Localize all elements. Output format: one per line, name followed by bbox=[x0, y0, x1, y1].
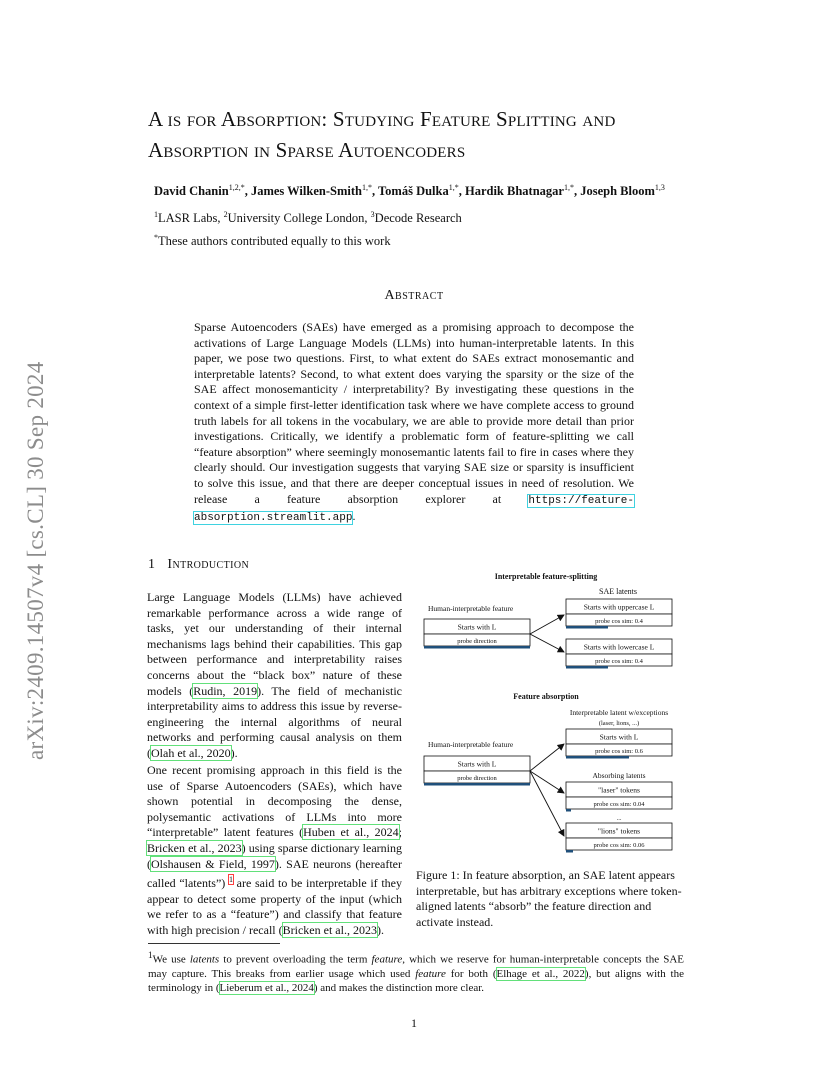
figure-top-title: Interpretable feature-splitting bbox=[494, 572, 598, 581]
explorer-link[interactable]: https://feature-absorption.streamlit.app bbox=[194, 494, 635, 525]
lions-latent-box bbox=[566, 823, 672, 853]
svg-text:probe cos sim: 0.6: probe cos sim: 0.6 bbox=[595, 748, 643, 755]
citation-link[interactable]: Bricken et al., 2023 bbox=[282, 922, 377, 937]
author: James Wilken-Smith bbox=[250, 184, 362, 199]
interp-latent-box bbox=[566, 729, 672, 759]
citation-link[interactable]: Elhage et al., 2022 bbox=[496, 967, 585, 980]
footnote-rule bbox=[148, 943, 280, 944]
footnote-1: $^1$We use latents to prevent overloading the term feature, which we reserve for human-interpretable concepts the SAE may capture. This breaks from earlier usage which used feature for both (Elhage et al., 2022), but aligns with the terminology in (Lieberum et al., 2024) and makes the distinction more clear. bbox=[148, 950, 685, 994]
svg-text:Starts with uppercase L: Starts with uppercase L bbox=[583, 602, 655, 612]
svg-text:probe direction: probe direction bbox=[457, 775, 497, 782]
ellipsis: ... bbox=[616, 815, 622, 822]
author-list: David Chanin$^{1,2,*}$, James Wilken-Smith$^{1,*}$, Tomáš Dulka$^{1,*}$, Hardik Bhatnagar$^{1,*}$, Joseph Bloom$^{1,3}$ bbox=[154, 183, 665, 199]
svg-text:probe cos sim: 0.04: probe cos sim: 0.04 bbox=[593, 801, 645, 808]
citation-link[interactable]: Olshausen & Field, 1997 bbox=[151, 856, 275, 871]
svg-text:"lions" tokens: "lions" tokens bbox=[597, 826, 641, 836]
author: David Chanin bbox=[154, 184, 229, 199]
absorbing-latents-label: Absorbing latents bbox=[592, 771, 646, 780]
arxiv-identifier: arXiv:2409.14507v4 [cs.CL] 30 Sep 2024 bbox=[23, 361, 48, 760]
lower-l-latent-box bbox=[566, 639, 672, 669]
svg-text:Starts with lowercase L: Starts with lowercase L bbox=[583, 642, 655, 652]
author: Tomáš Dulka bbox=[377, 184, 449, 199]
citation-link[interactable]: Rudin, 2019 bbox=[193, 683, 258, 698]
footnote-ref[interactable]: 1 bbox=[228, 875, 233, 885]
starts-with-l-box-bottom bbox=[424, 756, 530, 786]
exceptions-list: (laser, lions, ...) bbox=[598, 720, 640, 727]
paper-title: A is for Absorption: Studying Feature Splitting and Absorption in Sparse Autoencoders bbox=[148, 107, 616, 162]
citation-link[interactable]: Bricken et al., 2023 bbox=[147, 840, 242, 855]
svg-text:Starts with L: Starts with L bbox=[599, 732, 639, 742]
figure-1-diagram bbox=[416, 566, 686, 861]
author: Joseph Bloom bbox=[580, 184, 655, 199]
svg-text:"laser" tokens: "laser" tokens bbox=[598, 785, 640, 795]
interp-exceptions-label: Interpretable latent w/exceptions bbox=[569, 708, 669, 717]
citation-link[interactable]: Lieberum et al., 2024 bbox=[219, 981, 314, 994]
upper-l-latent-box bbox=[566, 599, 672, 629]
equal-contribution-note: *These authors contributed equally to this work bbox=[154, 233, 391, 249]
page-number: 1 bbox=[411, 1016, 417, 1030]
svg-text:Starts with L: Starts with L bbox=[457, 759, 497, 769]
laser-latent-box bbox=[566, 782, 672, 812]
hif-label-top: Human-interpretable feature bbox=[428, 604, 514, 613]
citation-link[interactable]: Olah et al., 2020 bbox=[151, 745, 231, 760]
svg-text:Starts with L: Starts with L bbox=[457, 622, 497, 632]
affiliations: $^1$LASR Labs, $^2$University College London, $^3$Decode Research bbox=[154, 210, 462, 226]
figure-1-caption: Figure 1: In feature absorption, an SAE latent appears interpretable, but has arbitrary exceptions where token-aligned latents “absorb” the feature direction and activate instead. bbox=[416, 868, 682, 929]
svg-text:probe cos sim: 0.06: probe cos sim: 0.06 bbox=[593, 842, 645, 849]
sae-latents-label: SAE latents bbox=[599, 587, 637, 596]
abstract-heading: Abstract bbox=[384, 288, 444, 303]
figure-bottom-title: Feature absorption bbox=[513, 692, 579, 701]
intro-paragraph-1: Large Language Models (LLMs) have achieved remarkable performance across a wide range of tasks, yet our understanding of their internal mechanisms lags behind their capabilities. This gap between performance and interpretability raises concerns about the “black box” nature of these models (Rudin, 2019). The field of mechanistic interpretability aims to address this issue by reverse-engineering the internal algorithms of neural networks and performing causal analysis on them (Olah et al., 2020). bbox=[147, 590, 402, 760]
svg-text:probe cos sim: 0.4: probe cos sim: 0.4 bbox=[595, 658, 643, 665]
starts-with-l-box-top bbox=[424, 619, 530, 649]
abstract-body: Sparse Autoencoders (SAEs) have emerged as a promising approach to decompose the activations of Large Language Models (LLMs) into human-interpretable latents. In this paper, we pose two questions. First, to what extent do SAEs extract monosemantic and interpretable latents? Second, to what extent does varying the sparsity or the size of the SAE affect monosemanticity / interpretability? By investigating these questions in the context of a simple first-letter identification task where we have complete access to ground truth labels for all tokens in the vocabulary, we are able to provide more detail than prior investigations. Critically, we identify a problematic form of feature-splitting we call “feature absorption” where seemingly monosemantic latents fail to fire in cases where they clearly should. Our investigation suggests that varying SAE size or sparsity is insufficient to solve this issue, and that there are deeper conceptual issues in need of resolution. We release a feature absorption explorer at https://feature-absorption.streamlit.app. bbox=[194, 320, 635, 525]
author: Hardik Bhatnagar bbox=[464, 184, 564, 199]
svg-text:probe direction: probe direction bbox=[457, 638, 497, 645]
intro-paragraph-2: One recent promising approach in this field is the use of Sparse Autoencoders (SAEs), which have shown potential in decomposing the dense, polysemantic activations of LLMs into more “interpretable” latent features (Huben et al., 2024; Bricken et al., 2023) using sparse dictionary learning (Olshausen & Field, 1997). SAE neurons (hereafter called “latents”) $^1$ are said to be interpretable if they appear to detect some property of the input (which we refer to as a “feature”) and classify that feature with high precision / recall (Bricken et al., 2023). bbox=[147, 763, 403, 937]
hif-label-bottom: Human-interpretable feature bbox=[428, 740, 514, 749]
citation-link[interactable]: Huben et al., 2024 bbox=[303, 825, 399, 840]
svg-text:probe cos sim: 0.4: probe cos sim: 0.4 bbox=[595, 618, 643, 625]
section-heading-introduction: 1 Introduction bbox=[148, 557, 250, 572]
